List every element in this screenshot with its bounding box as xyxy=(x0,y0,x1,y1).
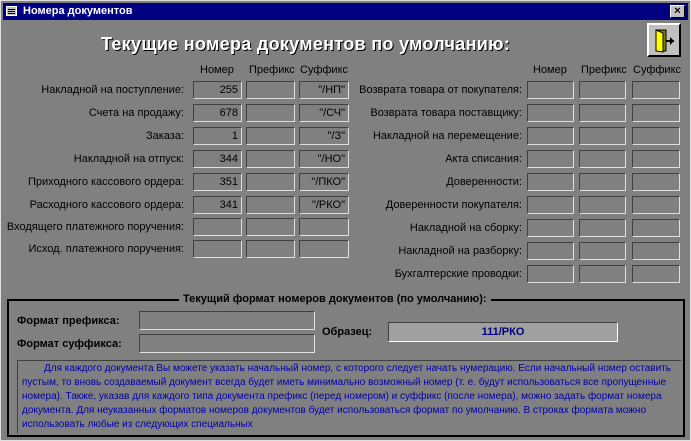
row-label: Акта списания: xyxy=(445,153,522,165)
prefix-field[interactable] xyxy=(246,218,295,236)
sample-label: Образец: xyxy=(322,326,373,338)
prefix-field[interactable] xyxy=(246,81,295,99)
prefix-field[interactable] xyxy=(246,150,295,168)
row-label: Входящего платежного поручения: xyxy=(6,221,184,233)
page-heading: Текущие номера документов по умолчанию: xyxy=(101,34,511,54)
suffix-field[interactable] xyxy=(299,240,349,258)
row-label: Возврата товара от покупателя: xyxy=(359,84,522,96)
suffix-field[interactable] xyxy=(632,242,680,260)
row-label: Заказа: xyxy=(145,130,184,142)
row-label: Накладной на разборку: xyxy=(398,245,522,257)
exit-door-icon xyxy=(654,29,676,53)
suffix-field[interactable]: "/СЧ" xyxy=(299,104,349,122)
row-label: Накладной на сборку: xyxy=(409,222,522,234)
suffix-field[interactable] xyxy=(632,150,680,168)
suffix-field[interactable]: "/РКО" xyxy=(299,196,349,214)
row-label: Накладной на поступление: xyxy=(41,84,184,96)
prefix-field[interactable] xyxy=(579,196,626,214)
prefix-field[interactable] xyxy=(579,150,626,168)
row-label: Расходного кассового ордера: xyxy=(29,199,184,211)
title-bar[interactable] xyxy=(3,3,688,20)
left-col-number-header: Номер xyxy=(200,64,234,76)
prefix-field[interactable] xyxy=(246,196,295,214)
number-field[interactable]: 678 xyxy=(193,104,242,122)
suffix-field[interactable]: "/НП" xyxy=(299,81,349,99)
prefix-field[interactable] xyxy=(579,104,626,122)
format-panel-title: Текущий формат номеров документов (по умолчанию): xyxy=(179,292,491,306)
exit-button[interactable] xyxy=(647,23,681,57)
right-col-prefix-header: Префикс xyxy=(581,64,627,76)
prefix-field[interactable] xyxy=(579,81,626,99)
suffix-field[interactable] xyxy=(632,127,680,145)
number-field[interactable] xyxy=(193,240,242,258)
prefix-field[interactable] xyxy=(579,219,626,237)
prefix-field[interactable] xyxy=(246,104,295,122)
number-field[interactable] xyxy=(193,218,242,236)
number-field[interactable] xyxy=(527,81,574,99)
number-field[interactable]: 344 xyxy=(193,150,242,168)
right-col-suffix-header: Суффикс xyxy=(633,64,682,76)
row-label: Исход. платежного поручения: xyxy=(28,243,184,255)
number-field[interactable]: 351 xyxy=(193,173,242,191)
help-text: Для каждого документа Вы можете указать начальный номер, с которого следует начать нумерацию. Если начальный номер оставить пустым, то вновь создаваемый документ всегда будет иметь минимально возможный номер (т. е. будут использоваться все пропущенные номера). Также, указав для каждого типа документа префикс (перед номером) и суффикс (после номера), можно задать формат номера документа. Для неуказанных форматов номеров документов будет использоваться формат по умолчанию. В строках формата можно использовать любые из следующих специальных xyxy=(17,360,681,433)
row-label: Возврата товара поставщику: xyxy=(370,107,522,119)
suffix-format-field[interactable] xyxy=(139,334,315,353)
number-field[interactable] xyxy=(527,150,574,168)
prefix-field[interactable] xyxy=(246,240,295,258)
number-field[interactable] xyxy=(527,127,574,145)
suffix-field[interactable]: "/З" xyxy=(299,127,349,145)
prefix-field[interactable] xyxy=(579,265,626,283)
window-title: Номера документов xyxy=(23,5,133,17)
number-field[interactable] xyxy=(527,219,574,237)
suffix-field[interactable] xyxy=(632,196,680,214)
row-label: Накладной на отпуск: xyxy=(73,153,184,165)
system-menu-icon[interactable] xyxy=(6,6,17,16)
number-field[interactable] xyxy=(527,265,574,283)
number-field[interactable] xyxy=(527,196,574,214)
number-field[interactable] xyxy=(527,242,574,260)
suffix-field[interactable] xyxy=(632,173,680,191)
close-button[interactable]: × xyxy=(670,5,685,18)
prefix-field[interactable] xyxy=(579,127,626,145)
row-label: Счета на продажу: xyxy=(88,107,184,119)
row-label: Накладной на перемещение: xyxy=(372,130,522,142)
row-label: Приходного кассового ордера: xyxy=(28,176,184,188)
suffix-field[interactable] xyxy=(632,81,680,99)
suffix-field[interactable]: "/НО" xyxy=(299,150,349,168)
suffix-field[interactable] xyxy=(299,218,349,236)
prefix-field[interactable] xyxy=(246,127,295,145)
prefix-field[interactable] xyxy=(579,173,626,191)
left-col-suffix-header: Суффикс xyxy=(300,64,349,76)
number-field[interactable]: 255 xyxy=(193,81,242,99)
number-field[interactable] xyxy=(527,173,574,191)
prefix-format-field[interactable] xyxy=(139,311,315,330)
suffix-field[interactable] xyxy=(632,219,680,237)
suffix-field[interactable] xyxy=(632,265,680,283)
number-field[interactable]: 341 xyxy=(193,196,242,214)
row-label: Доверенности покупателя: xyxy=(385,199,522,211)
row-label: Доверенности: xyxy=(446,176,522,188)
suffix-field[interactable]: "/ПКО" xyxy=(299,173,349,191)
number-field[interactable] xyxy=(527,104,574,122)
prefix-format-label: Формат префикса: xyxy=(17,315,120,327)
sample-value: 111/РКО xyxy=(388,322,618,342)
suffix-field[interactable] xyxy=(632,104,680,122)
left-col-prefix-header: Префикс xyxy=(249,64,295,76)
number-field[interactable]: 1 xyxy=(193,127,242,145)
suffix-format-label: Формат суффикса: xyxy=(17,338,122,350)
prefix-field[interactable] xyxy=(579,242,626,260)
prefix-field[interactable] xyxy=(246,173,295,191)
right-col-number-header: Номер xyxy=(533,64,567,76)
row-label: Бухгалтерские проводки: xyxy=(394,268,522,280)
